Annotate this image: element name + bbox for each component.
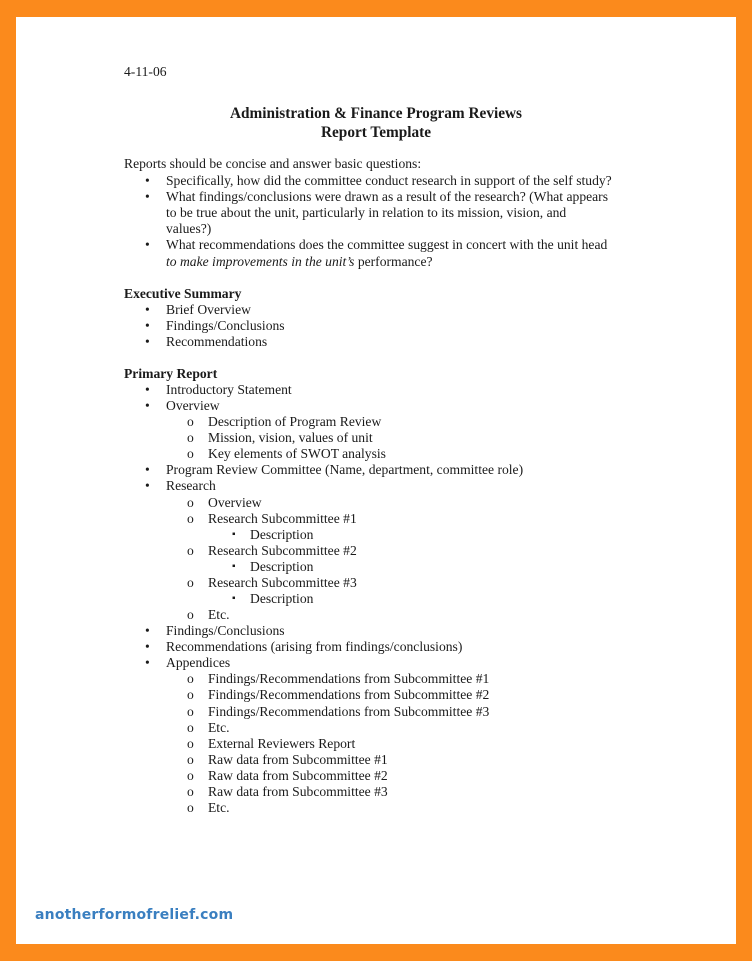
circle-marker: o — [187, 511, 194, 526]
bullet-marker: • — [145, 382, 150, 397]
bullet-marker: • — [145, 398, 150, 413]
report-subitem: Findings/Recommendations from Subcommittee #2 — [208, 687, 490, 702]
report-item: Overview — [166, 398, 220, 413]
circle-marker: o — [187, 575, 194, 590]
report-subsubitem: Description — [250, 591, 314, 606]
circle-marker: o — [187, 446, 194, 461]
square-marker: ▪ — [232, 561, 236, 572]
bullet-marker: • — [145, 462, 150, 477]
report-subitem: Findings/Recommendations from Subcommittee #1 — [208, 671, 490, 686]
document-subtitle: Report Template — [320, 124, 432, 141]
report-subitem: Raw data from Subcommittee #2 — [208, 768, 388, 783]
bullet-marker: • — [145, 302, 150, 317]
bullet-marker: • — [145, 318, 150, 333]
report-subitem: External Reviewers Report — [208, 736, 356, 751]
report-item: Program Review Committee (Name, department, committee role) — [166, 462, 524, 477]
report-subsubitem: Description — [250, 527, 314, 542]
question-3-end: performance? — [357, 254, 433, 269]
question-2-line3: values?) — [166, 221, 212, 236]
bullet-marker: • — [145, 189, 150, 204]
question-3-line1: What recommendations does the committee suggest in concert with the unit head — [166, 237, 608, 252]
report-subitem: Etc. — [208, 607, 230, 622]
document-title: Administration & Finance Program Reviews — [229, 105, 523, 122]
report-subitem: Etc. — [208, 720, 230, 735]
watermark-link[interactable]: anotherformofrelief.com — [35, 907, 234, 923]
report-subitem: Etc. — [208, 800, 230, 815]
circle-marker: o — [187, 800, 194, 815]
question-3-italic: to make improvements in the unit’s — [166, 254, 355, 269]
square-marker: ▪ — [232, 593, 236, 604]
circle-marker: o — [187, 414, 194, 429]
report-item: Research — [166, 478, 216, 493]
report-subitem: Description of Program Review — [208, 414, 382, 429]
exec-summary-item: Brief Overview — [166, 302, 251, 317]
document-page — [16, 17, 736, 944]
report-subitem: Findings/Recommendations from Subcommittee #3 — [208, 704, 490, 719]
report-item: Recommendations (arising from findings/conclusions) — [166, 639, 463, 654]
report-subitem: Raw data from Subcommittee #3 — [208, 784, 388, 799]
bullet-marker: • — [145, 623, 150, 638]
report-subitem: Overview — [208, 495, 262, 510]
report-subitem: Raw data from Subcommittee #1 — [208, 752, 388, 767]
exec-summary-item: Findings/Conclusions — [166, 318, 285, 333]
bullet-marker: • — [145, 237, 150, 252]
bullet-marker: • — [145, 655, 150, 670]
circle-marker: o — [187, 784, 194, 799]
question-1: Specifically, how did the committee conduct research in support of the self study? — [166, 173, 612, 188]
circle-marker: o — [187, 736, 194, 751]
bullet-marker: • — [145, 639, 150, 654]
report-subitem: Mission, vision, values of unit — [208, 430, 373, 445]
question-2-line1: What findings/conclusions were drawn as a result of the research? (What appears — [166, 189, 608, 204]
square-marker: ▪ — [232, 529, 236, 540]
report-subitem: Research Subcommittee #2 — [208, 543, 357, 558]
bullet-marker: • — [145, 334, 150, 349]
report-subitem: Research Subcommittee #3 — [208, 575, 357, 590]
question-2-line2: to be true about the unit, particularly in relation to its mission, vision, and — [166, 205, 567, 220]
circle-marker: o — [187, 687, 194, 702]
bullet-marker: • — [145, 478, 150, 493]
circle-marker: o — [187, 495, 194, 510]
report-subitem: Key elements of SWOT analysis — [208, 446, 386, 461]
circle-marker: o — [187, 607, 194, 622]
primary-report-heading: Primary Report — [124, 366, 218, 381]
circle-marker: o — [187, 704, 194, 719]
circle-marker: o — [187, 430, 194, 445]
document-date: 4-11-06 — [124, 64, 167, 79]
bullet-marker: • — [145, 173, 150, 188]
report-subitem: Research Subcommittee #1 — [208, 511, 357, 526]
report-item: Appendices — [166, 655, 231, 670]
circle-marker: o — [187, 671, 194, 686]
circle-marker: o — [187, 543, 194, 558]
exec-summary-heading: Executive Summary — [124, 286, 242, 301]
intro-text: Reports should be concise and answer basic questions: — [124, 156, 422, 171]
circle-marker: o — [187, 720, 194, 735]
exec-summary-item: Recommendations — [166, 334, 268, 349]
report-item: Findings/Conclusions — [166, 623, 285, 638]
circle-marker: o — [187, 768, 194, 783]
report-subsubitem: Description — [250, 559, 314, 574]
circle-marker: o — [187, 752, 194, 767]
question-3-line2 — [166, 254, 433, 270]
report-item: Introductory Statement — [166, 382, 292, 397]
